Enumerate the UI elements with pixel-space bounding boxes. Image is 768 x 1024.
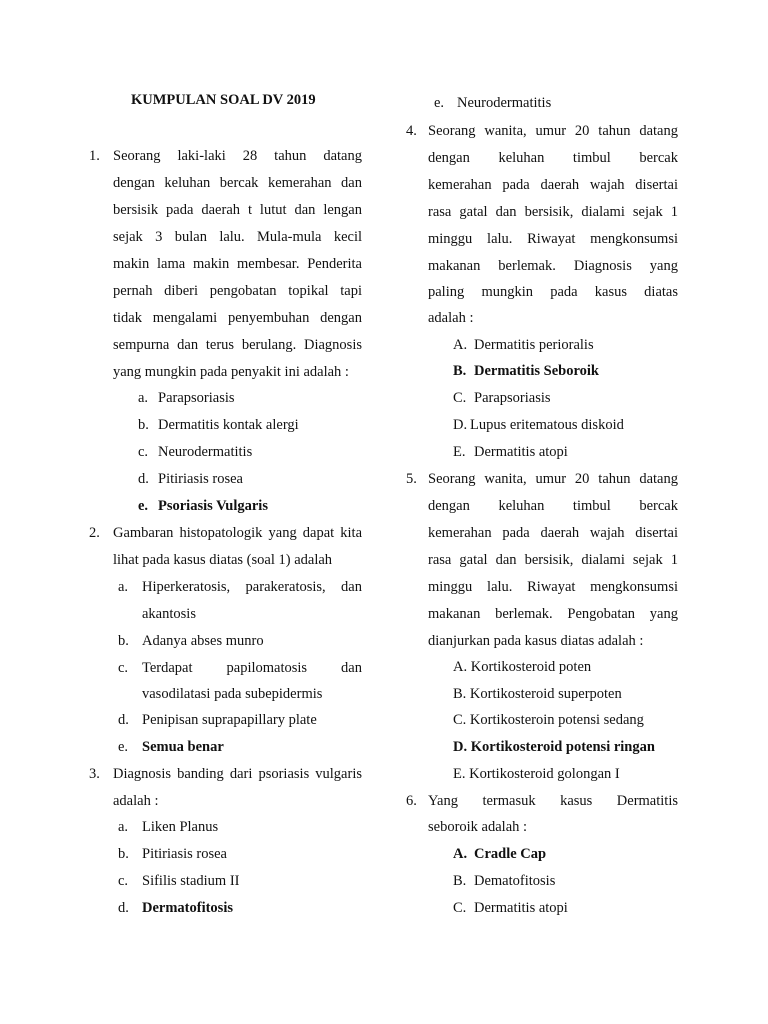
question-text-line: rasa gatal dan bersisik, dialami sejak 1 <box>428 204 678 220</box>
option-marker: a. <box>118 579 129 595</box>
question-number: 1. <box>89 148 100 164</box>
option-marker: b. <box>118 633 129 649</box>
correct-answer-option: Dermatofitosis <box>142 900 234 916</box>
option-marker: e. <box>118 739 129 755</box>
question-number: 4. <box>406 123 417 139</box>
answer-option-continued: akantosis <box>142 606 196 622</box>
question-text-line: sempurna dan terus berulang. Diagnosis <box>113 337 362 353</box>
option-marker: c. <box>138 444 149 460</box>
option-marker: e. <box>434 95 445 111</box>
question-text-line: sejak 3 bulan lalu. Mula-mula kecil <box>113 229 362 245</box>
answer-option: Dermatitis atopi <box>474 444 568 460</box>
question-text-line: Seorang laki-laki 28 tahun datang <box>113 148 362 164</box>
question-text-line: makin lama makin membesar. Penderita <box>113 256 362 272</box>
correct-answer-option: Dermatitis Seboroik <box>474 363 599 379</box>
answer-option: Lupus eritematous diskoid <box>470 417 624 433</box>
answer-option: E. Kortikosteroid golongan I <box>453 766 620 782</box>
question-text-line: kemerahan pada daerah wajah disertai <box>428 525 678 541</box>
option-marker: d. <box>118 712 129 728</box>
question-number: 6. <box>406 793 417 809</box>
question-text-line: paling mungkin pada kasus diatas <box>428 284 678 300</box>
question-text-line: pernah diberi pengobatan topikal tapi <box>113 283 362 299</box>
correct-answer-option: Cradle Cap <box>474 846 547 862</box>
question-number: 2. <box>89 525 100 541</box>
question-text-line: rasa gatal dan bersisik, dialami sejak 1 <box>428 552 678 568</box>
question-text-line: dianjurkan pada kasus diatas adalah : <box>428 633 644 649</box>
question-text-line: makanan berlemak. Pengobatan yang <box>428 606 678 622</box>
option-marker: B. <box>453 363 467 379</box>
answer-option: B. Kortikosteroid superpoten <box>453 686 622 702</box>
question-text-line: Seorang wanita, umur 20 tahun datang <box>428 123 678 139</box>
answer-option: Parapsoriasis <box>474 390 551 406</box>
answer-option: Dematofitosis <box>474 873 556 889</box>
question-text-line: Yang termasuk kasus Dermatitis <box>428 793 678 809</box>
option-marker: a. <box>118 819 129 835</box>
question-text-line: minggu lalu. Riwayat mengkonsumsi <box>428 579 678 595</box>
option-marker: d. <box>138 471 149 487</box>
question-text-line: lihat pada kasus diatas (soal 1) adalah <box>113 552 333 568</box>
question-text-line: seboroik adalah : <box>428 819 528 835</box>
question-text-line: dengan keluhan timbul bercak <box>428 498 678 514</box>
question-text-line: Gambaran histopatologik yang dapat kita <box>113 525 362 541</box>
question-text-line: minggu lalu. Riwayat mengkonsumsi <box>428 231 678 247</box>
correct-answer-option: Semua benar <box>142 739 224 755</box>
option-marker: B. <box>453 873 467 889</box>
correct-answer-option: Psoriasis Vulgaris <box>158 498 268 514</box>
option-marker: c. <box>118 660 129 676</box>
question-text-line: makanan berlemak. Diagnosis yang <box>428 258 678 274</box>
correct-answer-option: D. Kortikosteroid potensi ringan <box>453 739 655 755</box>
question-number: 3. <box>89 766 100 782</box>
answer-option: Dermatitis kontak alergi <box>158 417 299 433</box>
answer-option: Dermatitis perioralis <box>474 337 594 353</box>
option-marker: a. <box>138 390 149 406</box>
option-marker: A. <box>453 337 468 353</box>
question-text-line: adalah : <box>113 793 159 809</box>
answer-option: A. Kortikosteroid poten <box>453 659 592 675</box>
question-text-line: dengan keluhan bercak kemerahan dan <box>113 175 362 191</box>
option-marker: D. <box>453 417 468 433</box>
answer-option: Terdapat papilomatosis dan <box>142 660 362 676</box>
answer-option: Sifilis stadium II <box>142 873 240 889</box>
question-text-line: Seorang wanita, umur 20 tahun datang <box>428 471 678 487</box>
question-text-line: yang mungkin pada penyakit ini adalah : <box>113 364 349 380</box>
answer-option: Hiperkeratosis, parakeratosis, dan <box>142 579 362 595</box>
option-marker: E. <box>453 444 466 460</box>
answer-option: Parapsoriasis <box>158 390 235 406</box>
question-number: 5. <box>406 471 417 487</box>
option-marker: A. <box>453 846 468 862</box>
page-title: KUMPULAN SOAL DV 2019 <box>131 92 316 108</box>
option-marker: e. <box>138 498 149 514</box>
option-marker: d. <box>118 900 129 916</box>
question-text-line: kemerahan pada daerah wajah disertai <box>428 177 678 193</box>
option-marker: C. <box>453 900 467 916</box>
answer-option: Dermatitis atopi <box>474 900 568 916</box>
answer-option: Pitiriasis rosea <box>158 471 243 487</box>
answer-option: C. Kortikosteroin potensi sedang <box>453 712 644 728</box>
question-text-line: tidak mengalami penyembuhan dengan <box>113 310 362 326</box>
option-marker: b. <box>118 846 129 862</box>
option-marker: c. <box>118 873 129 889</box>
question-text-line: bersisik pada daerah t lutut dan lengan <box>113 202 362 218</box>
answer-option: Neurodermatitis <box>158 444 253 460</box>
option-marker: b. <box>138 417 149 433</box>
answer-option: Liken Planus <box>142 819 219 835</box>
answer-option: Adanya abses munro <box>142 633 264 649</box>
answer-option: Neurodermatitis <box>457 95 552 111</box>
question-text-line: Diagnosis banding dari psoriasis vulgaris <box>113 766 362 782</box>
option-marker: C. <box>453 390 467 406</box>
answer-option: Pitiriasis rosea <box>142 846 227 862</box>
answer-option-continued: vasodilatasi pada subepidermis <box>142 686 323 702</box>
answer-option: Penipisan suprapapillary plate <box>142 712 317 728</box>
question-text-line: dengan keluhan timbul bercak <box>428 150 678 166</box>
question-text-line: adalah : <box>428 310 474 326</box>
